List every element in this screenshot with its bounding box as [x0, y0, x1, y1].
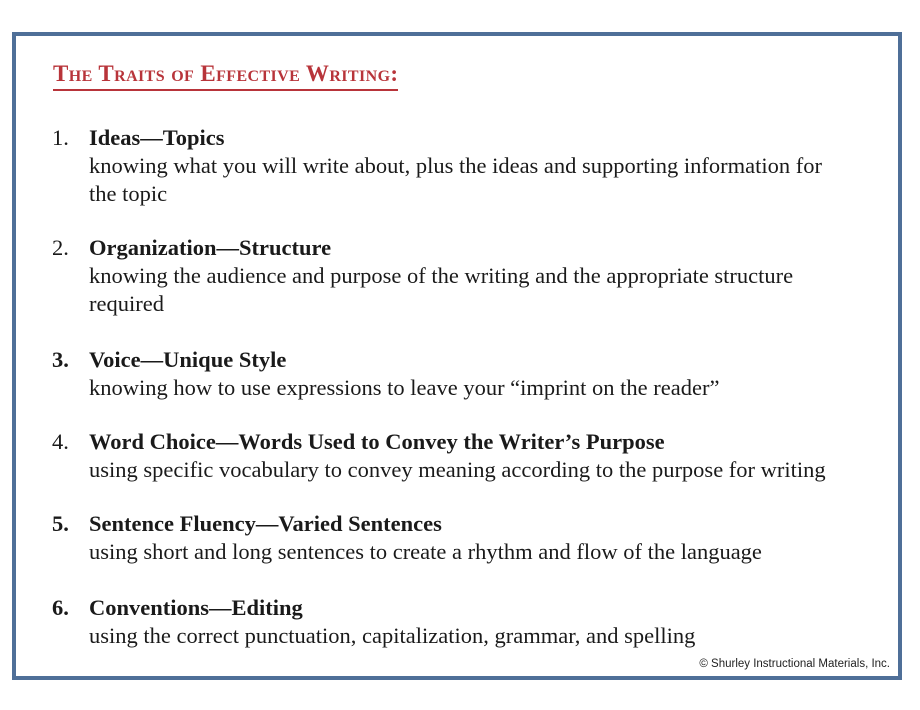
trait-subtitle: Unique Style	[163, 347, 287, 372]
trait-name: Ideas	[89, 125, 141, 150]
trait-name: Voice	[89, 347, 141, 372]
trait-item-voice	[52, 346, 897, 402]
document-title: The Traits of Effective Writing:	[53, 62, 398, 91]
trait-name: Conventions	[89, 595, 210, 620]
trait-description: knowing how to use expressions to leave your “imprint on the reader”	[89, 375, 720, 400]
trait-separator: —	[140, 347, 164, 372]
trait-number: 5.	[52, 511, 69, 536]
trait-name: Sentence Fluency	[89, 511, 256, 536]
trait-number: 2.	[52, 235, 69, 260]
trait-heading	[89, 124, 897, 152]
trait-item-ideas	[52, 124, 897, 208]
trait-item-sentence-fluency	[52, 510, 897, 566]
trait-description: knowing what you will write about, plus the ideas and supporting information for the topic	[89, 153, 823, 206]
trait-description: using the correct punctuation, capitalization, grammar, and spelling	[89, 623, 696, 648]
trait-separator: —	[140, 125, 163, 150]
trait-separator: —	[216, 235, 239, 260]
trait-separator: —	[255, 511, 279, 536]
document-frame	[12, 32, 902, 680]
trait-name: Word Choice	[89, 429, 216, 454]
trait-number: 3.	[52, 347, 69, 372]
trait-heading	[89, 428, 897, 456]
trait-description: using short and long sentences to create a rhythm and flow of the language	[89, 539, 762, 564]
trait-number: 4.	[52, 429, 69, 454]
trait-heading	[89, 234, 897, 262]
trait-number: 6.	[52, 595, 69, 620]
trait-separator: —	[215, 429, 239, 454]
trait-item-conventions	[52, 594, 897, 650]
trait-heading	[89, 594, 897, 622]
trait-subtitle: Varied Sentences	[278, 511, 442, 536]
trait-subtitle: Topics	[162, 125, 225, 150]
trait-number: 1.	[52, 125, 69, 150]
trait-separator: —	[209, 595, 232, 620]
trait-name: Organization	[89, 235, 217, 260]
trait-heading	[89, 510, 897, 538]
trait-subtitle: Editing	[231, 595, 303, 620]
trait-item-organization	[52, 234, 897, 318]
trait-heading	[89, 346, 897, 374]
trait-description: knowing the audience and purpose of the writing and the appropriate structure required	[89, 263, 794, 316]
copyright-notice: © Shurley Instructional Materials, Inc.	[699, 658, 890, 670]
trait-item-word-choice	[52, 428, 897, 484]
trait-subtitle: Structure	[239, 235, 332, 260]
trait-description: using specific vocabulary to convey meaning according to the purpose for writing	[89, 457, 826, 482]
trait-subtitle: Words Used to Convey the Writer’s Purpose	[238, 429, 665, 454]
